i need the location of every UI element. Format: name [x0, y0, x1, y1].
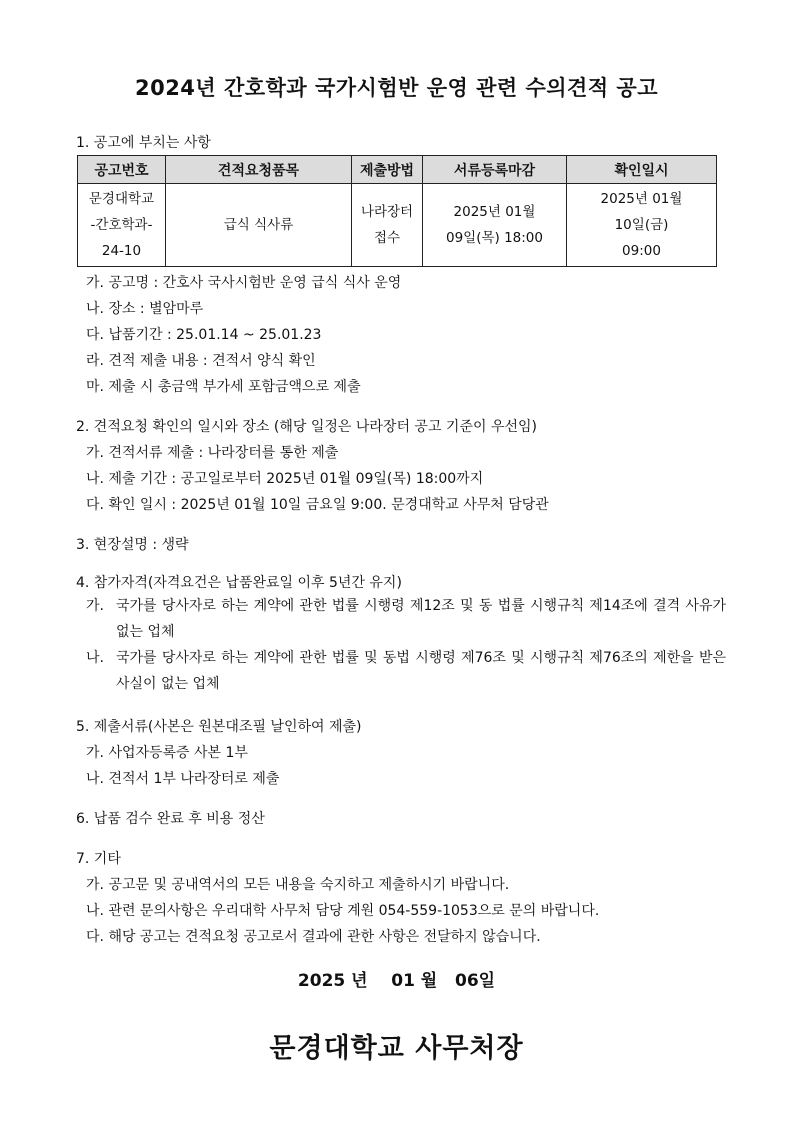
notice-table: [77, 155, 717, 267]
item-label: 가.: [86, 445, 104, 461]
item-label: 다.: [86, 929, 104, 945]
cell-item: 급식 식사류: [166, 184, 352, 267]
confirm-line: 2025년 01월: [600, 191, 683, 207]
list-item: [86, 593, 726, 645]
item-label: 가.: [86, 745, 104, 761]
confirm-line: 10일(금): [614, 217, 669, 233]
document-title: 2024년 간호학과 국가시험반 운영 관련 수의견적 공고: [134, 76, 659, 100]
header-deadline: 서류등록마감: [423, 156, 567, 184]
item-label: 나.: [86, 903, 104, 919]
list-item: [86, 874, 509, 894]
notice-no-line: -간호학과-: [90, 217, 153, 233]
list-item: [86, 645, 726, 697]
notice-no-line: 문경대학교: [88, 191, 155, 207]
list-item: [86, 298, 203, 318]
section-7-heading: 7. 기타: [76, 851, 121, 867]
section-5-heading: 5. 제출서류(사본은 원본대조필 날인하여 제출): [76, 719, 362, 735]
item-label: 나.: [86, 650, 104, 666]
item-label: 나.: [86, 771, 104, 787]
item-text: 국가를 당사자로 하는 계약에 관한 법률 시행령 제12조 및 동 법률 시행규칙 제14조에 결격 사유가 없는 업체: [116, 598, 726, 640]
method-line: 나라장터: [360, 204, 414, 220]
item-label: 나.: [86, 301, 104, 317]
cell-method: [352, 184, 423, 267]
item-text: 관련 문의사항은 우리대학 사무처 담당 계원 054-559-1053으로 문의 바랍니다.: [108, 903, 600, 919]
item-text: 납품기간 : 25.01.14 ~ 25.01.23: [108, 327, 322, 343]
confirm-line: 09:00: [622, 243, 661, 259]
signer-name: 문경대학교 사무처장: [269, 1033, 524, 1064]
item-label: 마.: [86, 379, 104, 395]
list-item: [86, 768, 279, 788]
list-item: [86, 272, 401, 292]
cell-deadline: [423, 184, 567, 267]
deadline-line: 2025년 01월: [453, 204, 536, 220]
list-item: [86, 442, 338, 462]
cell-notice-no: [78, 184, 166, 267]
section-4-heading: 4. 참가자격(자격요건은 납품완료일 이후 5년간 유지): [76, 575, 402, 591]
item-text: 해당 공고는 견적요청 공고로서 결과에 관한 사항은 전달하지 않습니다.: [108, 929, 541, 945]
item-text: 국가를 당사자로 하는 계약에 관한 법률 및 동법 시행령 제76조 및 시행규칙 제76조의 제한을 받은 사실이 없는 업체: [116, 650, 726, 692]
item-label: 나.: [86, 471, 104, 487]
section-2-heading: 2. 견적요청 확인의 일시와 장소 (해당 일정은 나라장터 공고 기준이 우선임): [76, 419, 537, 435]
section-3-heading: 3. 현장설명 : 생략: [76, 537, 189, 553]
item-label: 가.: [86, 598, 104, 614]
item-text: 장소 : 별암마루: [108, 301, 204, 317]
list-item: [86, 324, 321, 344]
section-6-heading: 6. 납품 검수 완료 후 비용 정산: [76, 811, 265, 827]
item-label: 가.: [86, 877, 104, 893]
item-text: 견적 제출 내용 : 견적서 양식 확인: [108, 353, 316, 369]
list-item: [86, 742, 248, 762]
table-header-row: [78, 156, 717, 184]
header-item: 견적요청품목: [166, 156, 352, 184]
item-label: 라.: [86, 353, 104, 369]
deadline-line: 09일(목) 18:00: [446, 230, 543, 246]
item-label: 가.: [86, 275, 104, 291]
list-item: [86, 900, 599, 920]
table-row: [78, 184, 717, 267]
list-item: [86, 376, 361, 396]
item-text: 확인 일시 : 2025년 01월 10일 금요일 9:00. 문경대학교 사무처 담당관: [108, 497, 549, 513]
item-text: 공고명 : 간호사 국사시험반 운영 급식 식사 운영: [108, 275, 402, 291]
list-item: [86, 468, 483, 488]
cell-confirm: [567, 184, 717, 267]
notice-no-line: 24-10: [101, 243, 142, 259]
item-text: 제출 시 총금액 부가세 포함금액으로 제출: [108, 379, 361, 395]
notice-date: 2025 년 01 월 06일: [297, 971, 496, 991]
list-item: [86, 926, 541, 946]
header-confirm: 확인일시: [567, 156, 717, 184]
header-notice-no: 공고번호: [78, 156, 166, 184]
item-label: 다.: [86, 497, 104, 513]
item-text: 공고문 및 공내역서의 모든 내용을 숙지하고 제출하시기 바랍니다.: [108, 877, 510, 893]
method-line: 접수: [373, 230, 401, 246]
item-text: 사업자등록증 사본 1부: [108, 745, 248, 761]
section-1-heading: 1. 공고에 부치는 사항: [76, 135, 211, 151]
item-text: 견적서 1부 나라장터로 제출: [108, 771, 280, 787]
item-label: 다.: [86, 327, 104, 343]
list-item: [86, 494, 549, 514]
header-method: 제출방법: [352, 156, 423, 184]
item-text: 견적서류 제출 : 나라장터를 통한 제출: [108, 445, 339, 461]
list-item: [86, 350, 316, 370]
item-text: 제출 기간 : 공고일로부터 2025년 01월 09일(목) 18:00까지: [108, 471, 484, 487]
